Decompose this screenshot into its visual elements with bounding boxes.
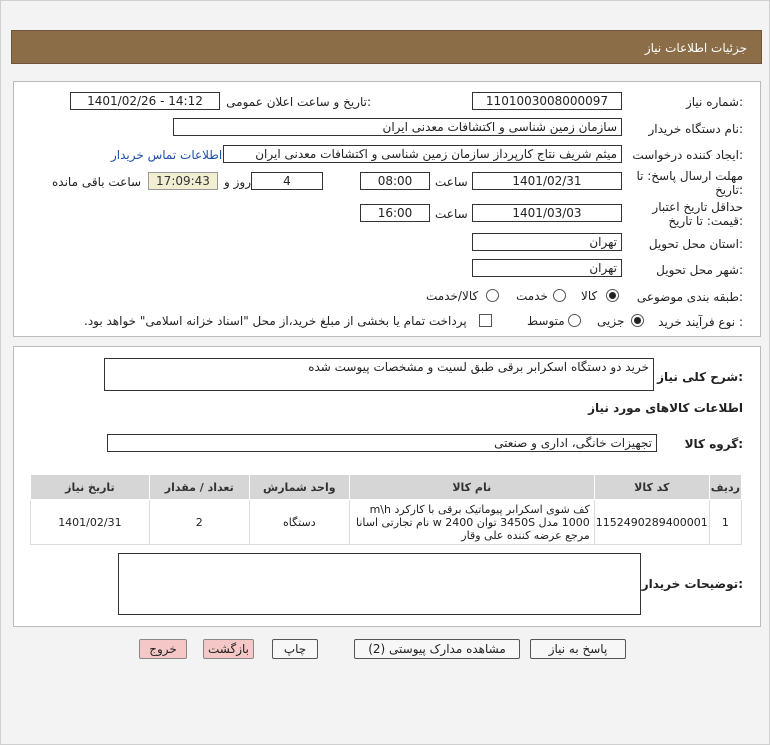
goods-table <box>30 474 742 545</box>
buyer-notes-field <box>118 553 641 615</box>
goods-group-field: تجهیزات خانگی، اداری و صنعتی <box>107 434 657 452</box>
payment-note: پرداخت تمام یا بخشی از مبلغ خرید،از محل "اسناد خزانه اسلامی" خواهد بود. <box>84 314 467 328</box>
page-title: جزئیات اطلاعات نیاز <box>644 41 747 55</box>
validity-time-field: 16:00 <box>360 204 430 222</box>
print-button[interactable]: چاپ <box>272 639 318 659</box>
announce-field: 1401/02/26 - 14:12 <box>70 92 220 110</box>
city-label: شهر محل تحویل: <box>656 263 743 277</box>
remaining-time-field: 17:09:43 <box>148 172 218 190</box>
days-label: روز و <box>224 175 251 189</box>
row-name: کف شوی اسکرابر پیوماتیک برقی با کارکرد m\h 1000 مدل 3450S توان w 2400 نام تجارتی اسانا مرجع عرضه کننده علی وقار <box>349 500 594 545</box>
category-label: طبقه بندی موضوعی: <box>636 290 743 304</box>
category-radio-service[interactable] <box>553 289 566 302</box>
creator-field: میثم شریف نتاج کارپرداز سازمان زمین شناسی و اکتشافات معدنی ایران <box>223 145 622 163</box>
col-code: کد کالا <box>594 475 709 500</box>
city-field: تهران <box>472 259 622 277</box>
days-field: 4 <box>251 172 323 190</box>
col-date: تاریخ نیاز <box>31 475 150 500</box>
row-date: 1401/02/31 <box>31 500 150 545</box>
row-qty: 2 <box>149 500 249 545</box>
deadline-label-line2: تاریخ: <box>715 183 743 197</box>
buyer-contact-link[interactable]: اطلاعات تماس خریدار <box>111 148 223 162</box>
category-radio-goods-service[interactable] <box>486 289 499 302</box>
goods-info-title: اطلاعات کالاهای مورد نیاز <box>588 401 743 415</box>
table-row <box>31 500 742 545</box>
col-name: نام کالا <box>349 475 594 500</box>
process-label: نوع فرآیند خرید : <box>658 315 743 329</box>
validity-date-field: 1401/03/03 <box>472 204 622 222</box>
description-field: خرید دو دستگاه اسکرابر برقی طبق لسیت و مشخصات پیوست شده <box>104 358 654 391</box>
row-index: 1 <box>709 500 741 545</box>
reply-button[interactable]: پاسخ به نیاز <box>530 639 626 659</box>
goods-table-header <box>31 475 742 500</box>
buyer-org-label: نام دستگاه خریدار: <box>648 122 743 136</box>
col-unit: واحد شمارش <box>249 475 349 500</box>
description-label: شرح کلی نیاز: <box>657 370 743 384</box>
deadline-time-label: ساعت <box>435 175 468 189</box>
buyer-notes-label: توضیحات خریدار: <box>641 577 743 591</box>
creator-label: ایجاد کننده درخواست: <box>632 148 743 162</box>
validity-label-line2: قیمت: تا تاریخ: <box>668 214 743 228</box>
exit-button[interactable]: خروج <box>139 639 187 659</box>
validity-time-label: ساعت <box>435 207 468 221</box>
buyer-org-field: سازمان زمین شناسی و اکتشافات معدنی ایران <box>173 118 622 136</box>
attachments-button[interactable]: مشاهده مدارک پیوستی (2) <box>354 639 520 659</box>
province-field: تهران <box>472 233 622 251</box>
col-index: ردیف <box>709 475 741 500</box>
process-radio-medium[interactable] <box>568 314 581 327</box>
process-radio-minor[interactable] <box>631 314 644 327</box>
process-option-medium: متوسط <box>527 314 565 328</box>
deadline-label-line1: مهلت ارسال پاسخ: تا <box>636 169 743 183</box>
row-code: 1152490289400001 <box>594 500 709 545</box>
need-number-field: 1101003008000097 <box>472 92 622 110</box>
validity-label-line1: حداقل تاریخ اعتبار <box>652 200 743 214</box>
process-option-minor: جزیی <box>597 314 625 328</box>
category-option-service: خدمت <box>516 289 548 303</box>
category-option-goods: کالا <box>581 289 598 303</box>
category-radio-goods[interactable] <box>606 289 619 302</box>
province-label: استان محل تحویل: <box>648 237 743 251</box>
remaining-label: ساعت باقی مانده <box>52 175 142 189</box>
deadline-date-field: 1401/02/31 <box>472 172 622 190</box>
treasury-checkbox[interactable] <box>479 314 492 327</box>
announce-label: تاریخ و ساعت اعلان عمومی: <box>226 95 371 109</box>
row-unit: دستگاه <box>249 500 349 545</box>
category-option-goods-service: کالا/خدمت <box>426 289 479 303</box>
col-qty: تعداد / مقدار <box>149 475 249 500</box>
page-header <box>11 30 762 64</box>
need-number-label: شماره نیاز: <box>685 95 743 109</box>
deadline-time-field: 08:00 <box>360 172 430 190</box>
back-button[interactable]: بازگشت <box>203 639 254 659</box>
goods-group-label: گروه کالا: <box>684 437 743 451</box>
